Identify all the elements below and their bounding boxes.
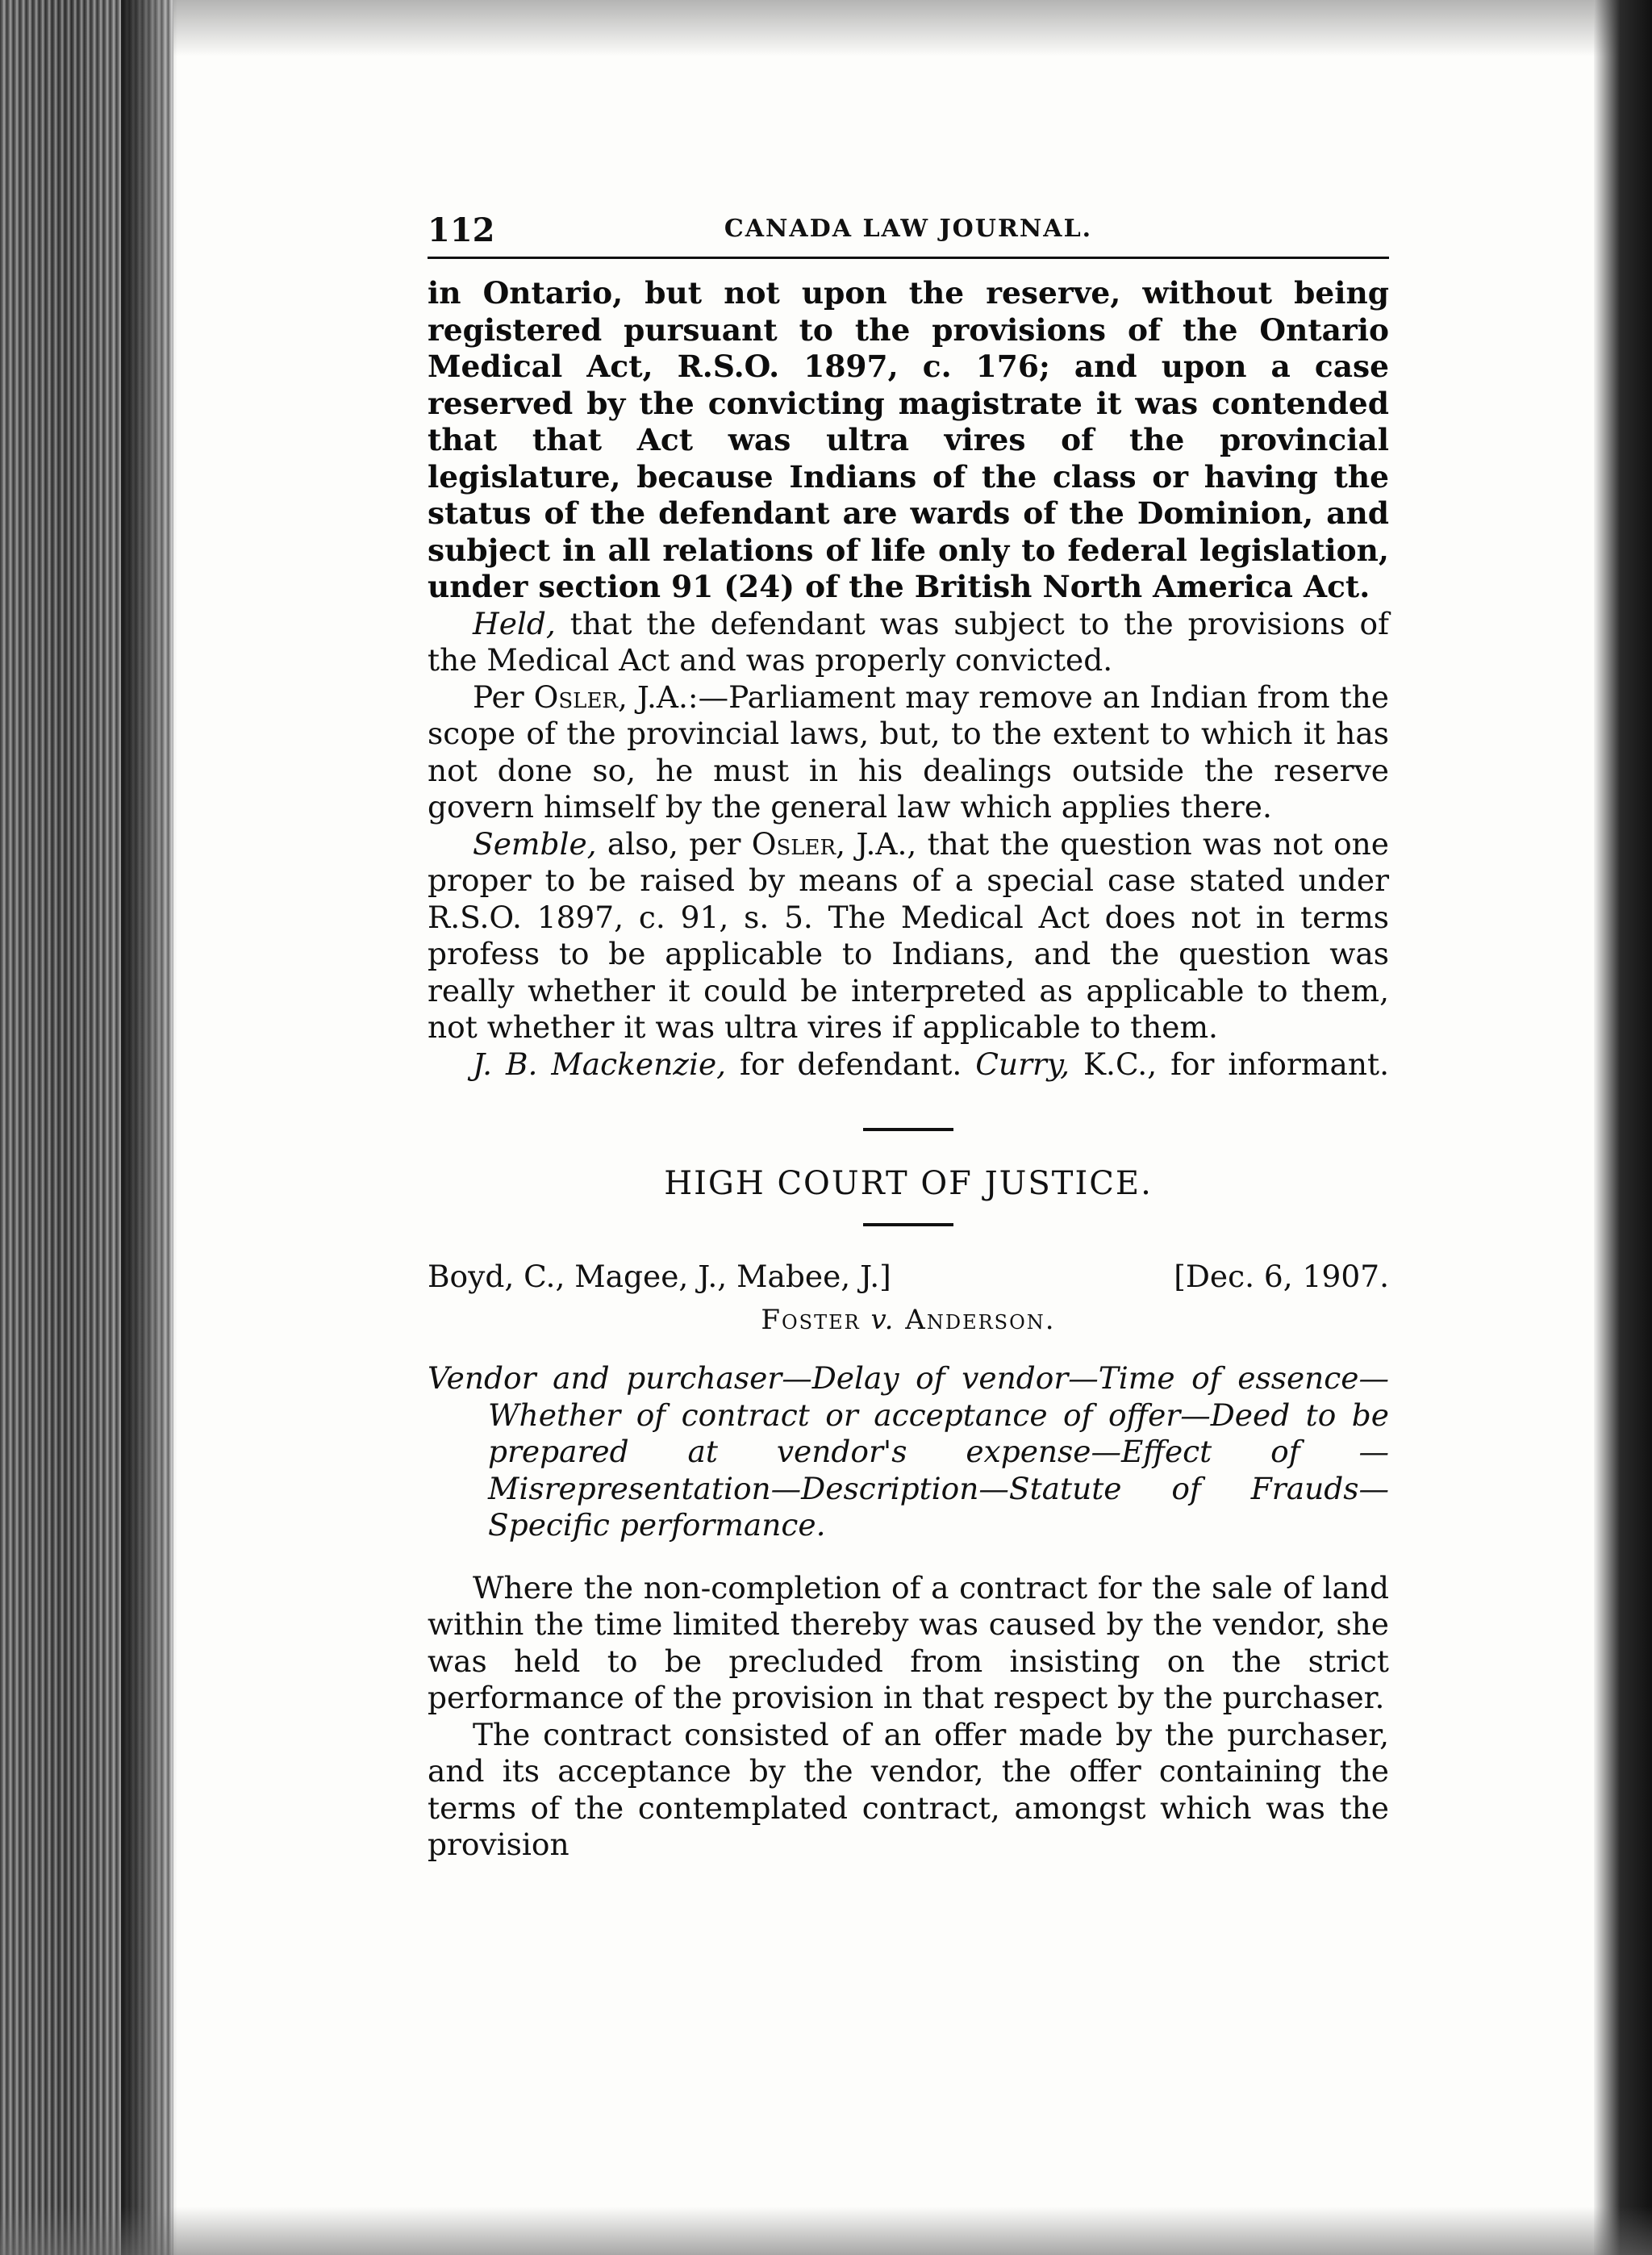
held-text: that the defendant was subject to the provisions of the Medical Act and was properly convicted. <box>428 605 1389 678</box>
case-name: Foster v. Anderson. <box>761 1304 1056 1336</box>
scan-bottom-shadow <box>0 2207 1652 2255</box>
book-gutter-shadow <box>121 0 177 2255</box>
per-prefix: Per <box>473 679 534 715</box>
running-head <box>428 211 1389 259</box>
counsel-role: for defendant. <box>726 1046 976 1082</box>
holding-paragraph: Where the non-completion of a contract for the sale of land within the time limited thereby was caused by the vendor, she was held to be precluded from insisting on the strict performance of the provision in that respect by the purchaser. <box>428 1569 1389 1715</box>
counsel-name: J. B. Mackenzie, <box>473 1046 727 1082</box>
counsel-name: Curry, <box>975 1046 1070 1082</box>
running-title: CANADA LAW JOURNAL. <box>724 215 1093 243</box>
decision-date: [Dec. 6, 1907. <box>1174 1259 1389 1294</box>
held-paragraph <box>428 606 1389 679</box>
counsel-role: K.C., for informant. <box>1070 1046 1389 1082</box>
counsel-line <box>428 1046 1389 1084</box>
semble-text: , J.A., that the question was not one proper to be raised by means of a special case stated under R.S.O. 1897, c. 91, s. 5. The Medical Act does not in terms profess to be applicable to Indians, and the question was really whether it could be interpreted as applicable to them, not whether it was ultra vires if applicable to them. <box>428 825 1389 1045</box>
journal-page <box>428 211 1389 1864</box>
case-headnote: Vendor and purchaser—Delay of vendor—Time of essence—Whether of contract or acceptance of offer—Deed to be prepared at vendor's expense—Effect of —Misrepresentation—Description—Statute of Frauds—Specific performance. <box>428 1360 1389 1543</box>
bench-judges: Boyd, C., Magee, J., Mabee, J.] <box>428 1259 891 1294</box>
bench-and-date <box>428 1259 1389 1297</box>
semble-paragraph <box>428 826 1389 1046</box>
semble-mid: also, per <box>596 825 752 862</box>
semble-label: Semble, <box>473 825 597 862</box>
case-facts-paragraph: in Ontario, but not upon the reserve, without being registered pursuant to the provisions of the Ontario Medical Act, R.S.O. 1897, c. 176; and upon a case reserved by the convicting magistrate it was contended that that Act was ultra vires of the provincial legislature, because Indians of the class or having the status of the defendant are wards of the Dominion, and subject in all relations of life only to federal legislation, under section 91 (24) of the British North America Act. <box>428 275 1389 604</box>
per-osler-paragraph <box>428 679 1389 826</box>
judge-name: Osler <box>533 679 619 715</box>
contract-paragraph: The contract consisted of an offer made by the purchaser, and its acceptance by the vendor, the offer containing the terms of the contemplated contract, amongst which was the provision <box>428 1716 1389 1862</box>
held-label: Held, <box>473 605 556 641</box>
page-number: 112 <box>428 211 495 249</box>
judge-name: Osler <box>751 825 836 862</box>
scan-top-shadow <box>0 0 1652 56</box>
section-heading: HIGH COURT OF JUSTICE. <box>664 1165 1153 1202</box>
scan-right-edge <box>1594 0 1652 2255</box>
per-text: , J.A.:—Parliament may remove an Indian from the scope of the provincial laws, but, to the extent to which it has not done so, he must in his dealings outside the reserve govern himself by the general law which applies there. <box>428 679 1389 825</box>
